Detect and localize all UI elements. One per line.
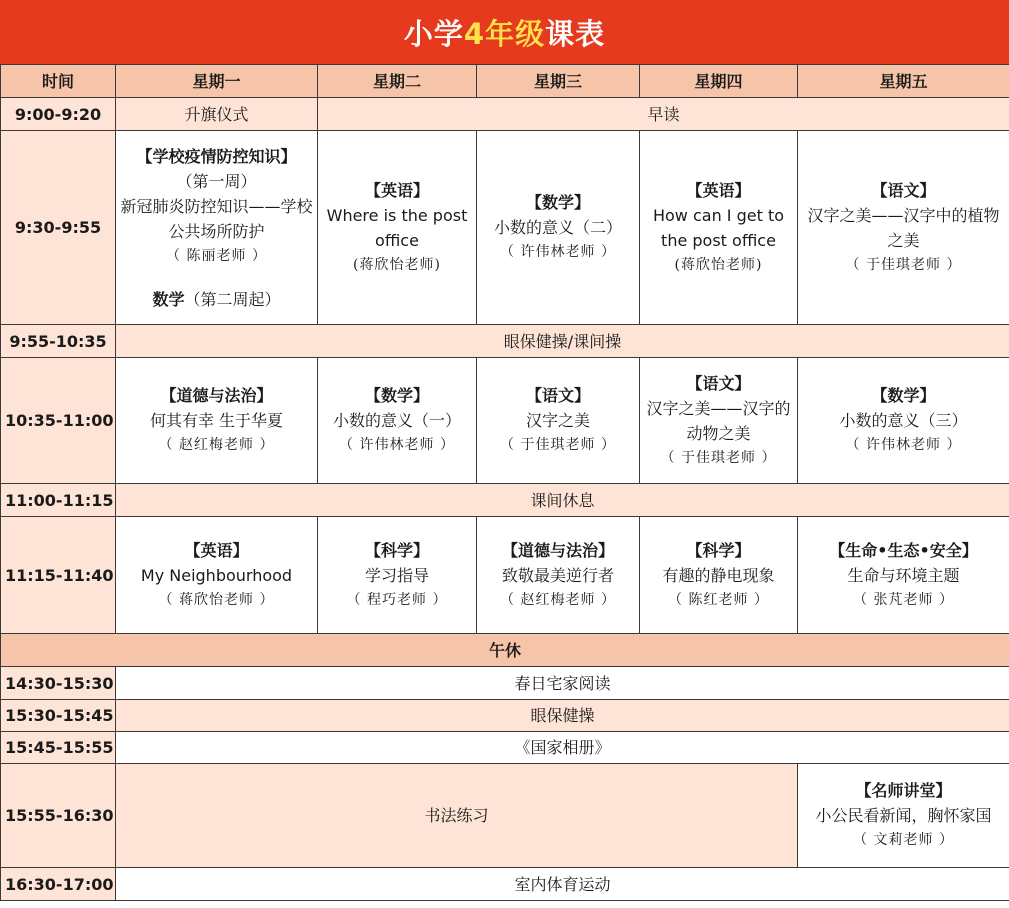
table-row [1,131,1009,325]
subject-label: 【学校疫情防控知识】 [136,146,297,166]
time-cell: 14:30-15:30 [1,667,116,700]
national-album-cell: 《国家相册》 [116,732,1009,764]
morning-reading-cell: 早读 [318,98,1009,131]
topic-label: 新冠肺炎防控知识——学校公共场所防护 [120,196,313,241]
topic-label: How can I get to the post office [652,205,785,250]
teacher-label: （ 赵红梅老师 ） [500,591,616,608]
class-cell [477,517,640,634]
time-cell: 11:00-11:15 [1,484,116,517]
teacher-label: （ 于佳琪老师 ） [660,449,777,466]
header-wednesday: 星期三 [477,65,640,98]
topic-label: 学习指导 [364,565,429,585]
table-row [1,484,1009,517]
topic-label: 汉字之美 [525,411,590,430]
title-prefix: 小学 [403,16,464,51]
extra-note [152,290,280,309]
eye-exercise-cell: 眼保健操 [116,700,1009,732]
teacher-label: （ 文莉老师 ） [853,832,954,848]
table-row [1,98,1009,131]
teacher-label: （ 许伟林老师 ） [500,244,616,260]
subject-label: 【英语】 [364,180,429,200]
class-cell [477,358,640,484]
subject-label: 【道德与法治】 [160,386,273,405]
timetable [0,64,1009,901]
header-thursday: 星期四 [640,65,798,98]
table-row [1,764,1009,868]
topic-label: 生命与环境主题 [847,565,960,585]
class-cell [640,358,798,484]
class-cell [116,358,318,484]
table-row [1,732,1009,764]
header-row [1,65,1009,98]
class-cell [318,358,477,484]
class-cell [798,358,1009,484]
table-row [1,634,1009,667]
topic-label: Where is the post office [326,205,468,250]
topic-label: 小数的意义（三） [839,411,968,430]
topic-label: 何其有幸 生于华夏 [149,411,284,430]
recess-cell: 课间休息 [116,484,1009,517]
table-row [1,517,1009,634]
table-row [1,325,1009,358]
time-cell: 15:30-15:45 [1,700,116,732]
time-cell: 9:55-10:35 [1,325,116,358]
teacher-label: (蒋欣怡老师) [674,256,763,273]
subject-label: 【生命•生态•安全】 [829,540,978,560]
subject-label: 【道德与法治】 [501,540,614,560]
time-cell: 9:00-9:20 [1,98,116,131]
time-cell: 10:35-11:00 [1,358,116,484]
header-time: 时间 [1,65,116,98]
time-cell: 15:45-15:55 [1,732,116,764]
time-cell: 15:55-16:30 [1,764,116,868]
subject-label: 【英语】 [686,180,751,200]
teacher-label: （ 许伟林老师 ） [339,437,455,453]
topic-label: 致敬最美逆行者 [501,565,614,585]
class-cell [116,131,318,325]
class-cell [640,131,798,325]
topic-label: 小数的意义（二） [493,218,622,237]
pe-cell: 室内体育运动 [116,868,1009,901]
reading-cell: 春日宅家阅读 [116,667,1009,700]
subject-label: 【数学】 [525,193,590,212]
teacher-label: （ 陈丽老师 ） [166,247,267,264]
subject-label: 【名师讲堂】 [855,781,952,800]
subject-label: 【语文】 [871,180,936,200]
class-cell [116,517,318,634]
class-cell [477,131,640,325]
flag-ceremony-cell: 升旗仪式 [116,98,318,131]
lunch-break-cell: 午休 [1,634,1009,667]
header-tuesday: 星期二 [318,65,477,98]
subject-label: 【英语】 [184,540,249,560]
subject-label: 【数学】 [364,386,429,405]
table-row [1,868,1009,901]
teacher-label: （ 于佳琪老师 ） [500,437,616,453]
teacher-label: (蒋欣怡老师) [353,256,441,273]
title-suffix: 课表 [545,16,606,51]
teacher-label: （ 蒋欣怡老师 ） [158,591,275,608]
header-friday: 星期五 [798,65,1009,98]
topic-label: 汉字之美——汉字中的植物之美 [807,205,1000,250]
class-cell [640,517,798,634]
time-cell: 11:15-11:40 [1,517,116,634]
class-cell [318,517,477,634]
topic-label: 有趣的静电现象 [662,565,775,585]
week-label: （第一周） [176,171,257,191]
topic-label: 小数的意义（一） [332,411,461,430]
teacher-label: （ 赵红梅老师 ） [158,437,275,453]
time-cell: 9:30-9:55 [1,131,116,325]
exercise-break-cell: 眼保健操/课间操 [116,325,1009,358]
table-row [1,358,1009,484]
class-cell [798,517,1009,634]
time-cell: 16:30-17:00 [1,868,116,901]
teacher-label: （ 于佳琪老师 ） [845,256,962,273]
table-row [1,667,1009,700]
header-monday: 星期一 [116,65,318,98]
class-cell [318,131,477,325]
calligraphy-cell: 书法练习 [116,764,798,868]
subject-label: 【语文】 [525,386,590,405]
title-grade: 4年级 [463,16,546,51]
topic-label: My Neighbourhood [140,565,293,585]
teacher-label: （ 陈红老师 ） [668,591,769,608]
topic-label: 小公民看新闻，胸怀家国 [815,806,992,825]
teacher-label: （ 许伟林老师 ） [845,437,962,453]
subject-label: 【科学】 [686,540,751,560]
extra-subject: 数学 [152,289,185,309]
teacher-label: （ 张芃老师 ） [853,591,954,608]
subject-label: 【数学】 [871,386,936,405]
table-row [1,700,1009,732]
subject-label: 【科学】 [364,540,429,560]
subject-label: 【语文】 [686,373,751,393]
extra-note-text: （第二周起） [184,289,281,309]
teacher-label: （ 程巧老师 ） [346,591,448,608]
class-cell [798,131,1009,325]
topic-label: 汉字之美——汉字的动物之美 [646,398,791,443]
schedule-title [0,0,1009,64]
class-cell [798,764,1009,868]
